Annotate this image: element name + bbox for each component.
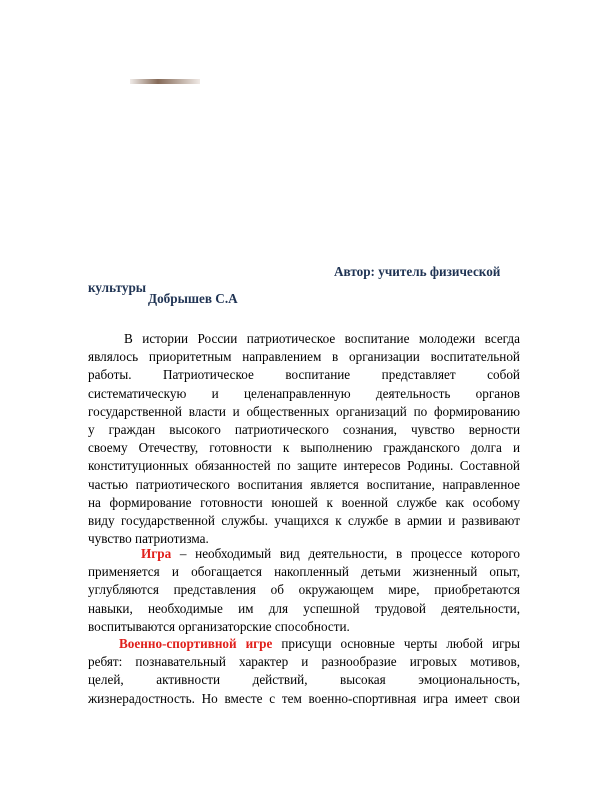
paragraph-game [88, 545, 520, 636]
text-line [88, 545, 520, 563]
author-line-1: Автор: учитель физической [334, 264, 501, 279]
text-line: чувство патриотизма. [88, 531, 209, 547]
author-name: Добрышев С.А [148, 291, 238, 306]
decorative-line [130, 79, 200, 84]
paragraph-military-game [88, 635, 520, 708]
text-line: применяется и обогащается накопленный детьми жизненный опыт, [88, 564, 520, 580]
text-line [88, 635, 520, 653]
text-line: углубляются представления об окружающем мире, приобретаются [88, 582, 520, 598]
text-line: своему Отечеству, готовности к выполнению гражданского долга и [88, 440, 520, 456]
text-line: виду государственной службы. учащихся к службе в армии и развивают [88, 513, 520, 529]
text-line: жизнерадостность. Но вместе с тем военно-спортивная игра имеет свои [88, 690, 520, 706]
text-fragment: – необходимый вид деятельности, в процессе которого [171, 546, 520, 561]
text-line: на формирование готовности юношей к военной службе как особому [88, 494, 520, 510]
text-line: частью патриотического воспитания является воспитание, направленное [88, 476, 520, 492]
author-line-2: культуры [88, 280, 147, 295]
text-line: конституционных обязанностей по защите интересов Родины. Составной [88, 458, 520, 474]
text-line: навыки, необходимые им для успешной трудовой деятельности, [88, 600, 520, 616]
text-line: государственной власти и общественных организаций по формированию [88, 403, 520, 419]
text-line: ребят: познавательный характер и разнообразие игровых мотивов, [88, 654, 520, 670]
paragraph-history [88, 330, 520, 548]
text-line: систематическую и целенаправленную деятельность органов [88, 385, 520, 401]
text-fragment: присущи основные черты любой игры [272, 636, 520, 651]
text-line: воспитываются организаторские способности. [88, 618, 350, 634]
text-line: являлось приоритетным направлением в организации воспитательной [88, 349, 520, 365]
text-line: работы. Патриотическое воспитание представляет собой [88, 367, 520, 383]
text-line: у граждан высокого патриотического сознания, чувство верности [88, 422, 520, 438]
text-line: целей, активности действий, высокая эмоциональность, [88, 672, 520, 688]
highlight-term: Военно-спортивной игре [119, 636, 273, 651]
text-line: В истории России патриотическое воспитание молодежи всегда [124, 331, 520, 346]
highlight-term: Игра [141, 546, 172, 561]
